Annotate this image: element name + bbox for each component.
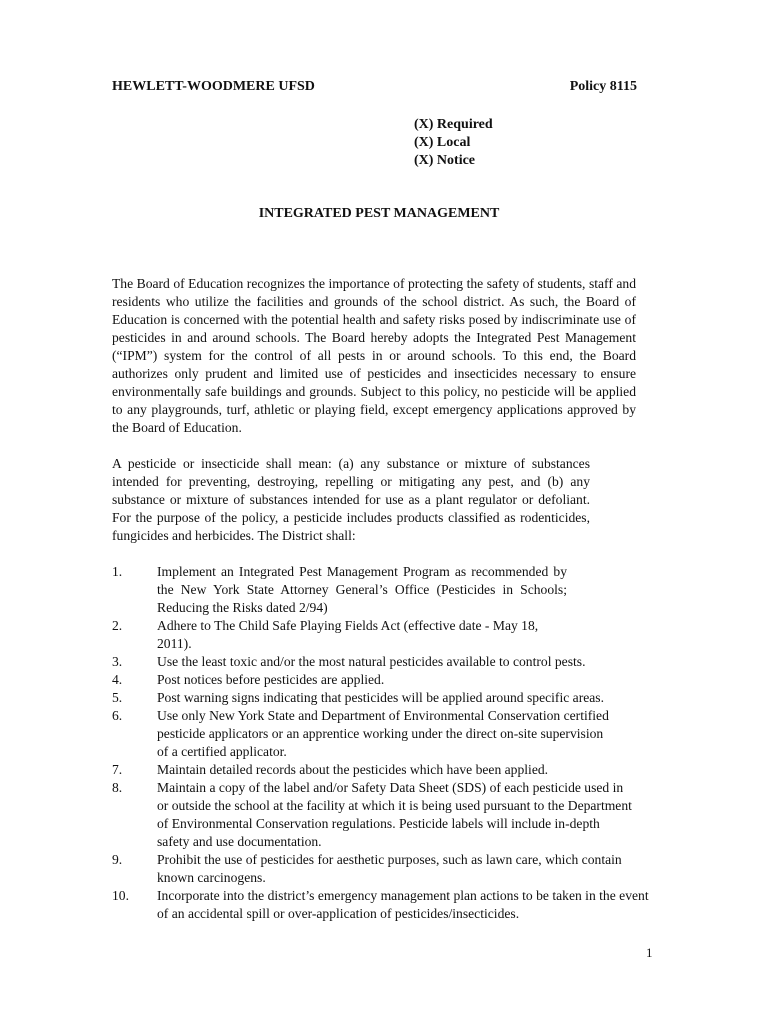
list-item — [112, 689, 652, 707]
list-item-number: 10. — [112, 888, 129, 903]
list-item-text: Maintain detailed records about the pesticides which have been applied. — [157, 762, 549, 777]
list-item-number: 5. — [112, 690, 123, 705]
list-item-number: 8. — [112, 780, 123, 795]
flag-local: (X) Local — [414, 135, 471, 150]
list-item — [112, 779, 652, 851]
list-item-text: Adhere to The Child Safe Playing Fields Act (effective date - May 18, 2011). — [157, 618, 539, 651]
policy-title: INTEGRATED PEST MANAGEMENT — [258, 206, 500, 221]
page-number: 1 — [646, 945, 653, 960]
list-item — [112, 617, 652, 653]
list-item-number: 6. — [112, 708, 123, 723]
list-item-text: Use only New York State and Department of Environmental Conservation certified pesticide applicators or an apprentice working under the direct on-site supervision of a certified applicator. — [157, 708, 609, 759]
list-item — [112, 707, 652, 761]
district-name: HEWLETT-WOODMERE UFSD — [112, 79, 315, 94]
list-item — [112, 887, 652, 923]
intro-paragraph: The Board of Education recognizes the importance of protecting the safety of students, staff and residents who utilize the facilities and grounds of the school district. As such, the Board of Education is concerned with the potential health and safety risks posed by indiscriminate use of pesticides in and around schools. The Board hereby adopts the Integrated Pest Management (“IPM”) system for the control of all pests in or around schools. To this end, the Board authorizes only prudent and limited use of pesticides and insecticides necessary to ensure environmentally safe buildings and grounds. Subject to this policy, no pesticide will be applied to any playgrounds, turf, athletic or playing field, except emergency applications approved by the Board of Education. — [112, 276, 636, 435]
list-item-text: Maintain a copy of the label and/or Safety Data Sheet (SDS) of each pesticide used in or outside the school at the facility at which it is being used pursuant to the Department of Environmental Conservation regulations. Pesticide labels will include in-depth safety and use documentation. — [157, 780, 632, 849]
list-item-number: 1. — [112, 564, 123, 579]
list-item-number: 4. — [112, 672, 123, 687]
list-item-number: 9. — [112, 852, 123, 867]
list-item-text: Use the least toxic and/or the most natural pesticides available to control pests. — [157, 654, 586, 669]
district-obligations-list — [112, 563, 652, 923]
policy-flags — [414, 116, 493, 170]
list-item-number: 7. — [112, 762, 123, 777]
policy-number: Policy 8115 — [569, 79, 637, 94]
list-item — [112, 563, 652, 617]
flag-notice: (X) Notice — [414, 153, 476, 168]
list-item-text: Incorporate into the district’s emergency management plan actions to be taken in the event of an accidental spill or over-application of pesticides/insecticides. — [157, 888, 649, 921]
list-item-number: 2. — [112, 618, 123, 633]
list-item-text: Prohibit the use of pesticides for aesthetic purposes, such as lawn care, which contain known carcinogens. — [157, 852, 622, 885]
list-item-text: Implement an Integrated Pest Management Program as recommended by the New York State Attorney General’s Office (Pesticides in Schools; Reducing the Risks dated 2/94) — [157, 564, 567, 615]
definition-paragraph: A pesticide or insecticide shall mean: (a) any substance or mixture of substances intended for preventing, destroying, repelling or mitigating any pest, and (b) any substance or mixture of substances intended for use as a plant regulator or defoliant. For the purpose of the policy, a pesticide includes products classified as rodenticides, fungicides and herbicides. The District shall: — [112, 456, 590, 543]
flag-required: (X) Required — [414, 117, 493, 132]
list-item — [112, 851, 652, 887]
list-item — [112, 653, 652, 671]
list-item-text: Post warning signs indicating that pesticides will be applied around specific areas. — [157, 690, 604, 705]
list-item — [112, 671, 652, 689]
list-item-number: 3. — [112, 654, 123, 669]
list-item — [112, 761, 652, 779]
list-item-text: Post notices before pesticides are applied. — [157, 672, 385, 687]
